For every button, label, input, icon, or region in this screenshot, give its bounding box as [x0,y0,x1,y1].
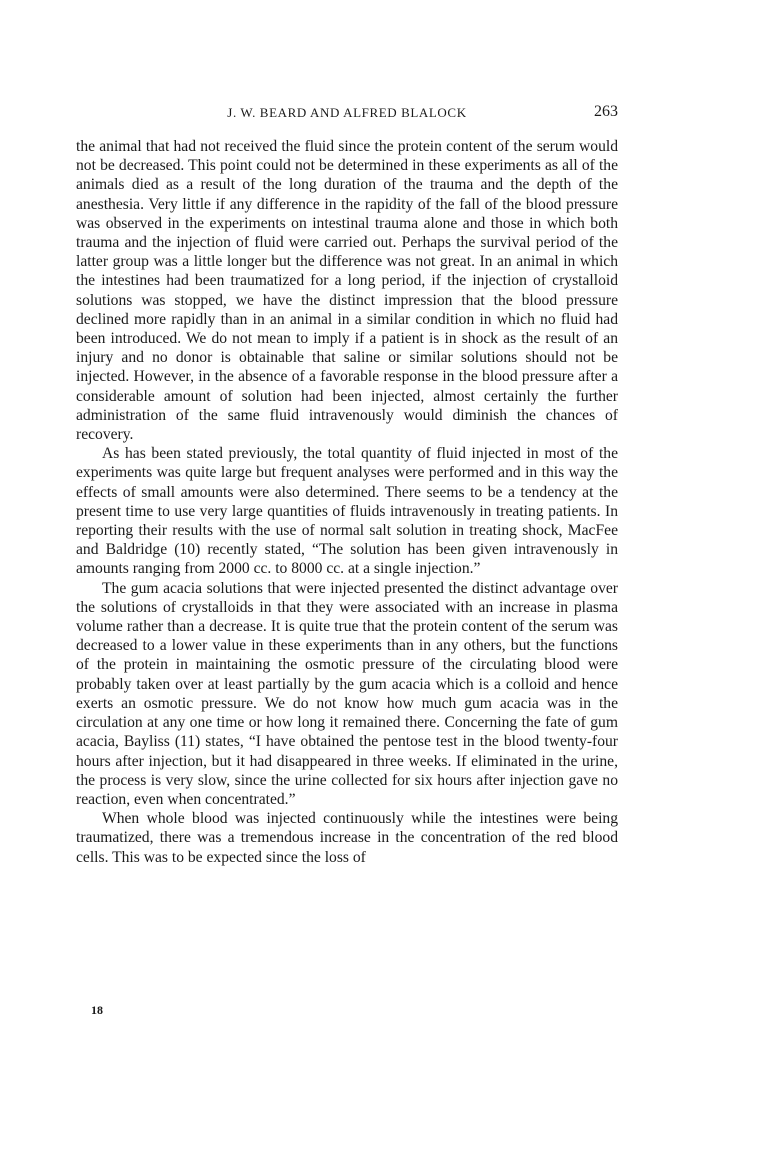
paragraph: The gum acacia solutions that were injected presented the distinct advantage over the solutions of crystalloids in that they were associated with an increase in plasma volume rather than a decrease. It is quite true that the protein content of the serum was decreased to a lower value in these experiments than in any others, but the functions of the protein in maintaining the osmotic pressure of the circulating blood were probably taken over at least partially by the gum acacia which is a colloid and hence exerts an osmotic pressure. We do not know how much gum acacia was in the circulation at any one time or how long it remained there. Concerning the fate of gum acacia, Bayliss (11) states, “I have obtained the pentose test in the blood twenty-four hours after injection, but it had disappeared in three weeks. If eliminated in the urine, the process is very slow, since the urine collected for six hours after injection gave no reaction, even when concentrated.” [76,579,618,808]
running-head [76,101,618,121]
page-number: 263 [594,103,618,120]
paragraph: When whole blood was injected continuously while the intestines were being traumatized, there was a tremendous increase in the concentration of the red blood cells. This was to be expected since the loss of [76,810,618,866]
running-title: J. W. BEARD AND ALFRED BLALOCK [227,105,467,120]
paragraph: the animal that had not received the fluid since the protein content of the serum would not be decreased. This point could not be determined in these experiments as all of the animals died as a result of the long duration of the trauma and the depth of the anesthesia. Very little if any difference in the rapidity of the fall of the blood pressure was observed in the experiments on intestinal trauma alone and those in which both trauma and the injection of fluid were carried out. Perhaps the survival period of the latter group was a little longer but the difference was not great. In an animal in which the intestines had been traumatized for a long period, if the injection of crystalloid solutions was stopped, we have the distinct impression that the blood pressure declined more rapidly than in an animal in a similar condition in which no fluid had been introduced. We do not mean to imply if a patient is in shock as the result of an injury and no donor is obtainable that saline or similar solutions should not be injected. However, in the absence of a favorable response in the blood pressure after a considerable amount of solution had been injected, almost certainly the further administration of the same fluid intravenously would diminish the chances of recovery. [76,138,618,444]
body-text [76,137,618,867]
signature-mark: 18 [91,1003,103,1017]
paragraph: As has been stated previously, the total quantity of fluid injected in most of the experiments was quite large but frequent analyses were performed and in this way the effects of small amounts were also determined. There seems to be a tendency at the present time to use very large quantities of fluids intravenously in treating patients. In reporting their results with the use of normal salt solution in treating shock, MacFee and Baldridge (10) recently stated, “The solution has been given intravenously in amounts ranging from 2000 cc. to 8000 cc. at a single injection.” [76,445,618,578]
